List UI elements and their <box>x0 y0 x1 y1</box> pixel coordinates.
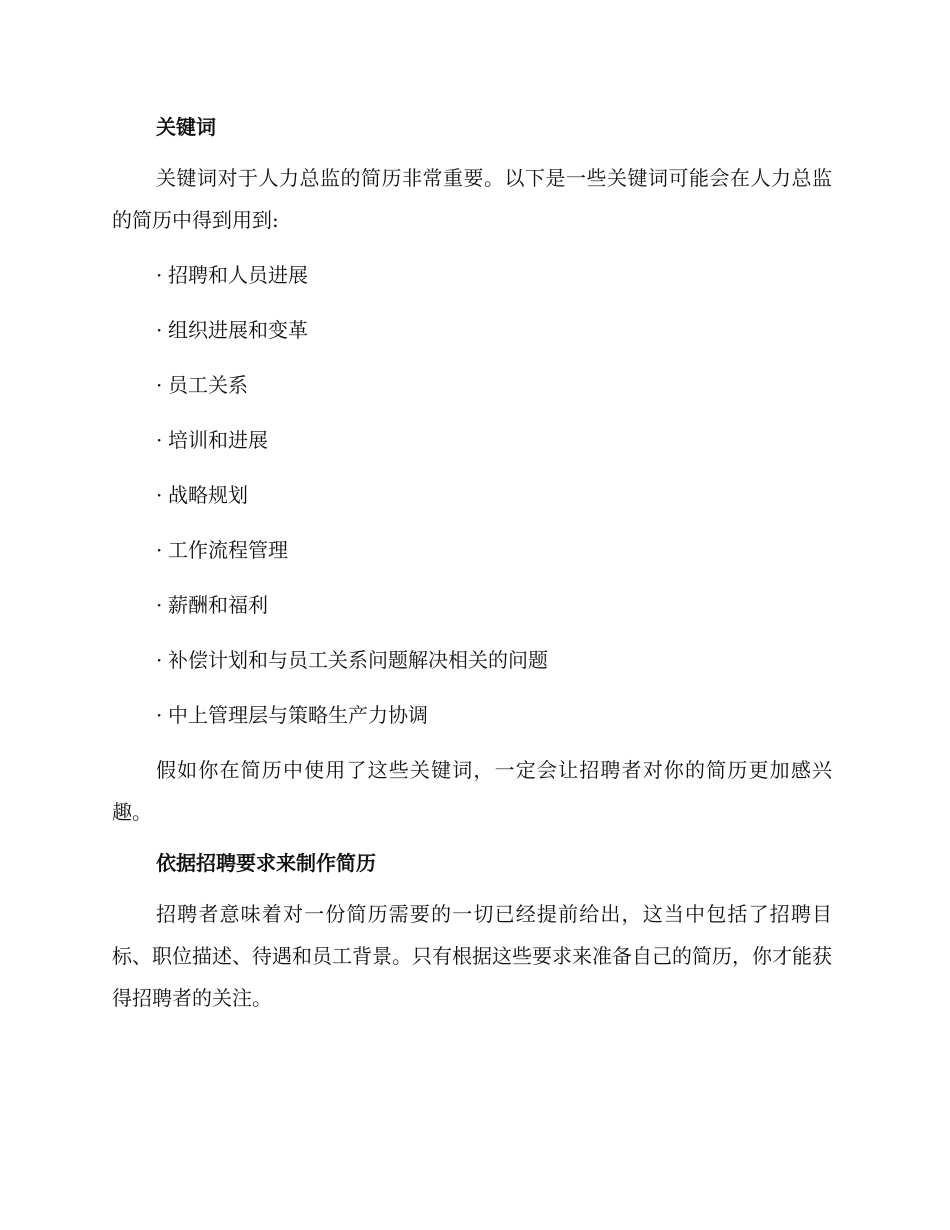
bullet-icon: · <box>156 538 163 562</box>
list-item-text: 工作流程管理 <box>168 538 288 562</box>
list-item-text: 员工关系 <box>168 373 248 397</box>
bullet-icon: · <box>156 648 163 672</box>
keywords-intro-paragraph: 关键词对于人力总监的简历非常重要。以下是一些关键词可能会在人力总监的简历中得到用到: <box>112 166 832 232</box>
list-item <box>112 364 832 406</box>
list-item-text: 补偿计划和与员工关系问题解决相关的问题 <box>168 648 548 672</box>
bullet-icon: · <box>156 263 163 287</box>
bullet-icon: · <box>156 593 163 617</box>
requirements-body-paragraph: 招聘者意味着对一份简历需要的一切已经提前给出，这当中包括了招聘目标、职位描述、待遇和员工背景。只有根据这些要求来准备自己的简历，你才能获得招聘者的关注。 <box>112 902 832 1010</box>
section-heading-requirements: 依据招聘要求来制作简历 <box>156 851 376 875</box>
list-item <box>112 694 832 736</box>
bullet-icon: · <box>156 373 163 397</box>
list-item-text: 中上管理层与策略生产力协调 <box>168 703 428 727</box>
list-item <box>112 474 832 516</box>
keywords-conclusion-paragraph: 假如你在简历中使用了这些关键词，一定会让招聘者对你的简历更加感兴趣。 <box>112 758 832 824</box>
list-item <box>112 254 832 296</box>
list-item <box>112 639 832 681</box>
keywords-list <box>112 254 832 736</box>
list-item-text: 薪酬和福利 <box>168 593 268 617</box>
list-item <box>112 584 832 626</box>
list-item-text: 招聘和人员进展 <box>168 263 308 287</box>
list-item <box>112 309 832 351</box>
bullet-icon: · <box>156 703 163 727</box>
bullet-icon: · <box>156 483 163 507</box>
document-content <box>112 110 832 1032</box>
list-item-text: 培训和进展 <box>168 428 268 452</box>
section-heading-keywords: 关键词 <box>156 115 216 139</box>
list-item <box>112 419 832 461</box>
list-item <box>112 529 832 571</box>
list-item-text: 战略规划 <box>168 483 248 507</box>
bullet-icon: · <box>156 428 163 452</box>
bullet-icon: · <box>156 318 163 342</box>
list-item-text: 组织进展和变革 <box>168 318 308 342</box>
